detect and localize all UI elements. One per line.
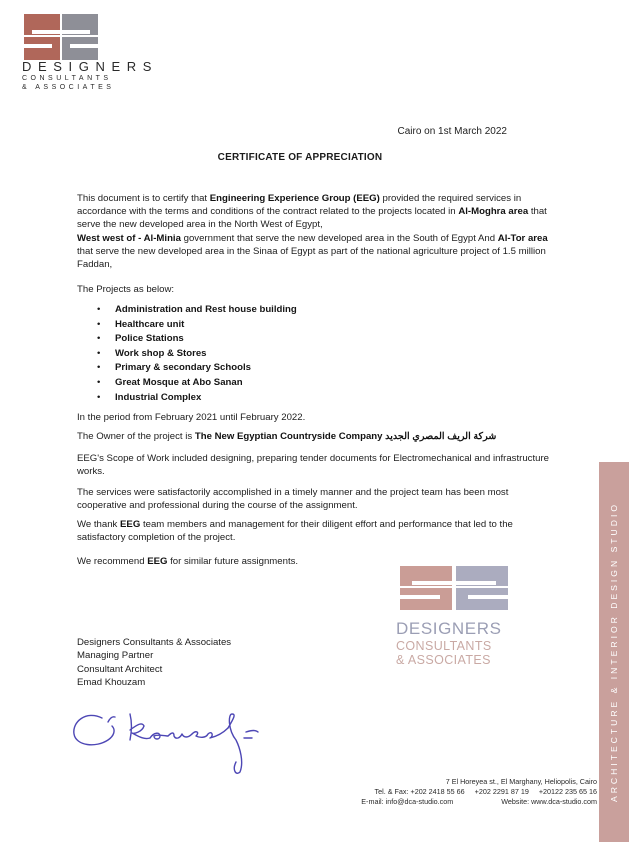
company-stamp <box>396 566 512 684</box>
intro-text-4: government that serve the new developed area in the South of Egypt And <box>180 232 498 244</box>
projects-list <box>97 303 297 405</box>
scope-paragraph: EEG's Scope of Work included designing, preparing tender documents for Electromechanical and infrastructure works. <box>77 453 550 478</box>
list-item: • Primary & secondary Schools <box>97 361 297 376</box>
footer-web <box>361 797 597 807</box>
services-paragraph: The services were satisfactorily accomplished in a timely manner and the project team has been most cooperative and professional during the course of the assignment. <box>77 487 509 512</box>
signoff-name: Emad Khouzam <box>77 676 146 688</box>
stamp-line-consultants: CONSULTANTS <box>396 639 492 653</box>
list-item: • Great Mosque at Abo Sanan <box>97 376 297 391</box>
recommend-eeg: EEG <box>147 556 168 567</box>
footer-tel-fax: Tel. & Fax: +202 2418 55 66 <box>374 787 465 796</box>
thanks-paragraph <box>77 518 559 544</box>
stamp-logo-mark <box>400 566 508 610</box>
logo-line-associates: & ASSOCIATES <box>22 84 115 91</box>
footer-tel-3: +20122 235 65 16 <box>538 787 597 796</box>
recommend-prefix: We recommend <box>77 556 148 567</box>
signoff-position: Managing Partner <box>77 650 154 662</box>
list-item: • Administration and Rest house building <box>97 303 297 318</box>
footer-email: E-mail: info@dca-studio.com <box>361 797 454 806</box>
signoff-company: Designers Consultants & Associates <box>77 637 232 648</box>
list-item: • Healthcare unit <box>97 318 297 333</box>
intro-text-3: that serve the new developed area in the North West of Egypt, <box>77 206 547 231</box>
stamp-line-associates: & ASSOCIATES <box>396 653 491 667</box>
thanks-prefix: We thank <box>77 519 121 530</box>
area-moghra: Al-Moghra area <box>458 206 529 218</box>
signoff-block <box>77 636 231 689</box>
logo-line-consultants: CONSULTANTS <box>22 75 112 82</box>
owner-prefix: The Owner of the project is <box>77 431 195 442</box>
projects-label: The Projects as below: <box>77 284 175 295</box>
intro-text-2: provided the required services in accordance with the terms and conditions of the contract related to the projects located in <box>77 193 522 218</box>
owner-name: The New Egyptian Countryside Company <box>194 431 383 442</box>
signoff-role: Consultant Architect <box>77 663 163 675</box>
footer-address: 7 El Horeyea st., El Marghany, Heliopolis, Cairo <box>445 777 597 786</box>
area-minia: West west of - Al-Minia <box>77 232 181 244</box>
intro-paragraph <box>77 192 559 271</box>
list-item: • Work shop & Stores <box>97 347 297 362</box>
thanks-eeg: EEG <box>120 519 141 530</box>
area-tor: Al-Tor area <box>497 232 548 244</box>
footer-website: Website: www.dca-studio.com <box>501 797 597 806</box>
company-logo-text <box>22 60 158 91</box>
company-logo-mark <box>24 14 98 60</box>
period-paragraph: In the period from February 2021 until February 2022. <box>77 412 306 423</box>
list-item: • Industrial Complex <box>97 391 297 406</box>
thanks-suffix: team members and management for their diligent effort and performance that led to the satisfactory completion of the project. <box>77 519 513 544</box>
recommend-suffix: for similar future assignments. <box>167 556 299 567</box>
date-text: Cairo on 1st March 2022 <box>397 126 507 137</box>
list-item: • Police Stations <box>97 332 297 347</box>
stamp-line-designers: DESIGNERS <box>396 619 502 638</box>
logo-line-designers: DESIGNERS <box>22 59 158 74</box>
footer-phones <box>361 787 597 797</box>
letter-date <box>397 126 507 137</box>
footer-tel-2: +202 2291 87 19 <box>474 787 529 796</box>
side-banner <box>599 462 629 842</box>
owner-name-arabic: شركة الريف المصري الجديد <box>385 431 497 442</box>
footer-contact <box>361 777 597 807</box>
intro-text-1: This document is to certify that <box>77 193 210 204</box>
intro-text-5: that serve the new developed area in the Sinaa of Egypt as part of the national agriculture project of 1.5 million Faddan, <box>77 245 546 271</box>
contractor-name: Engineering Experience Group (EEG) <box>209 193 380 204</box>
handwritten-signature <box>68 700 268 780</box>
owner-paragraph <box>77 430 559 443</box>
document-title: CERTIFICATE OF APPRECIATION <box>217 152 383 163</box>
side-banner-text: ARCHITECTURE & INTERIOR DESIGN STUDIO <box>609 501 619 803</box>
